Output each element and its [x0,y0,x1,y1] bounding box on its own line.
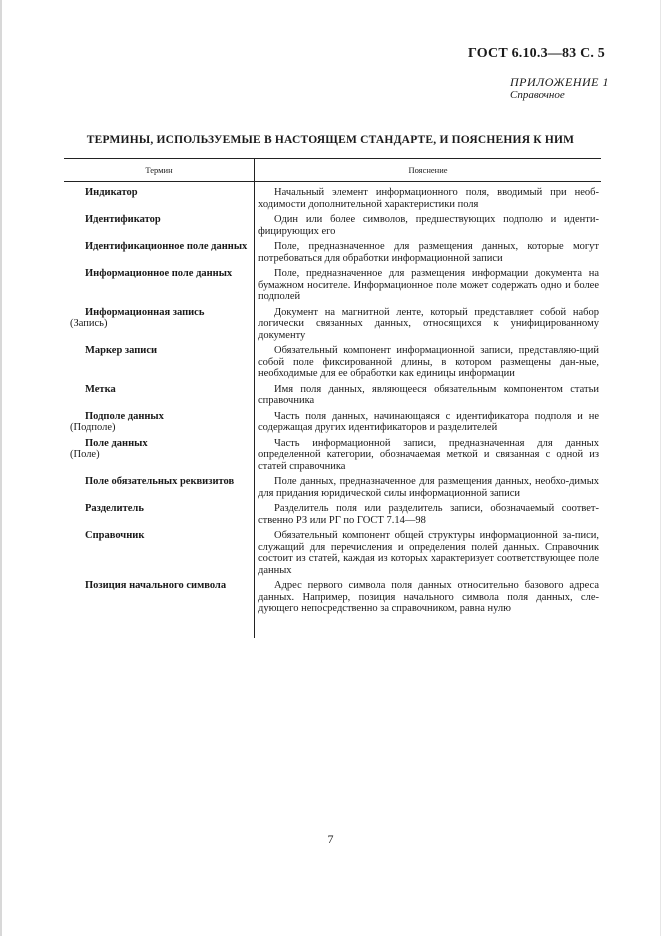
term: Разделитель [85,503,144,514]
table-row [64,526,601,576]
table-row [64,407,601,434]
appendix-subtitle: Справочное [510,89,565,101]
term: Индикатор [85,187,138,198]
appendix-label [510,76,609,102]
page-number: 7 [327,832,334,846]
term: Идентификатор [85,214,161,225]
table-row [64,182,601,210]
table-row [64,210,601,237]
term-abbreviation: (Запись) [70,318,108,329]
term: Метка [85,383,116,395]
term: Маркер записи [85,345,158,356]
column-header-explanation: Пояснение [254,159,601,181]
column-header-term: Термин [145,165,173,175]
table-body [64,182,601,615]
table-row [64,303,601,342]
document-code: ГОСТ 6.10.3—83 С. 5 [468,46,605,61]
table-row [64,472,601,499]
explanation: Часть поля данных, начинающаяся с идентификатора подполя и не содержащая других идентификаторов и разделителей [258,410,599,433]
term: Позиция начального символа [85,580,227,591]
term: Информационная запись [85,306,205,318]
terms-table [64,158,601,615]
table-row [64,499,601,526]
explanation: Поле данных, предназначенное для размещения данных, необхо-димых для придания юридической силы информационной записи [258,476,599,499]
explanation: Начальный элемент информационного поля, вводимый при необ-ходимости дополнительной характеристики поля [258,187,599,210]
explanation: Имя поля данных, являющееся обязательным компонентом статьи справочника [258,383,599,406]
term: Поле обязательных реквизитов [85,476,235,487]
explanation: Обязательный компонент информационной записи, представляю-щий собой поле фиксированной длины, в котором размещены дан-ные, необходимые для ее обработки как единицы информации [258,345,599,379]
appendix-title: ПРИЛОЖЕНИЕ 1 [510,75,609,89]
table-row [64,264,601,303]
explanation: Адрес первого символа поля данных относительно базового адреса данных. Например, позиция начального символа поля данных, сле-дующего непосредственно за справочником, равна нулю [258,580,599,614]
column-divider [254,182,255,638]
term: Подполе данных [85,410,164,422]
term-abbreviation: (Поле) [70,449,100,460]
explanation: Часть информационной записи, предназначенная для данных определенной категории, обозначаемая меткой и связанная с одной из статей справочника [258,437,599,472]
explanation: Поле, предназначенное для размещения информации документа на бумажном носителе. Информационное поле может содержать одно и более подполей [258,268,599,302]
explanation: Обязательный компонент общей структуры информационной за-писи, служащий для перечисления и определения полей данных. Справочник состоит из статей, каждая из которых характеризует соответствующее поле данных [258,530,599,576]
term: Идентификационное поле данных [85,241,248,252]
table-row [64,576,601,615]
table-row [64,237,601,264]
table-row [64,380,601,407]
explanation: Поле, предназначенное для размещения данных, которые могут потребоваться для обработки информационной записи [258,241,599,264]
explanation: Разделитель поля или разделитель записи, обозначаемый соответ-ственно РЗ или РГ по ГОСТ 7.14—98 [258,503,599,526]
explanation: Документ на магнитной ленте, который представляет собой набор логически связанных данных, относящихся к унифицированному документу [258,306,599,341]
term-abbreviation: (Подполе) [70,422,116,433]
explanation: Один или более символов, предшествующих подполю и иденти-фицирующих его [258,214,599,237]
page-title: ТЕРМИНЫ, ИСПОЛЬЗУЕМЫЕ В НАСТОЯЩЕМ СТАНДАРТЕ, И ПОЯСНЕНИЯ К НИМ [86,134,575,146]
table-header [64,158,601,182]
term: Справочник [85,530,145,541]
term: Поле данных [85,437,148,449]
term: Информационное поле данных [85,268,233,279]
table-row [64,341,601,380]
table-row [64,434,601,473]
